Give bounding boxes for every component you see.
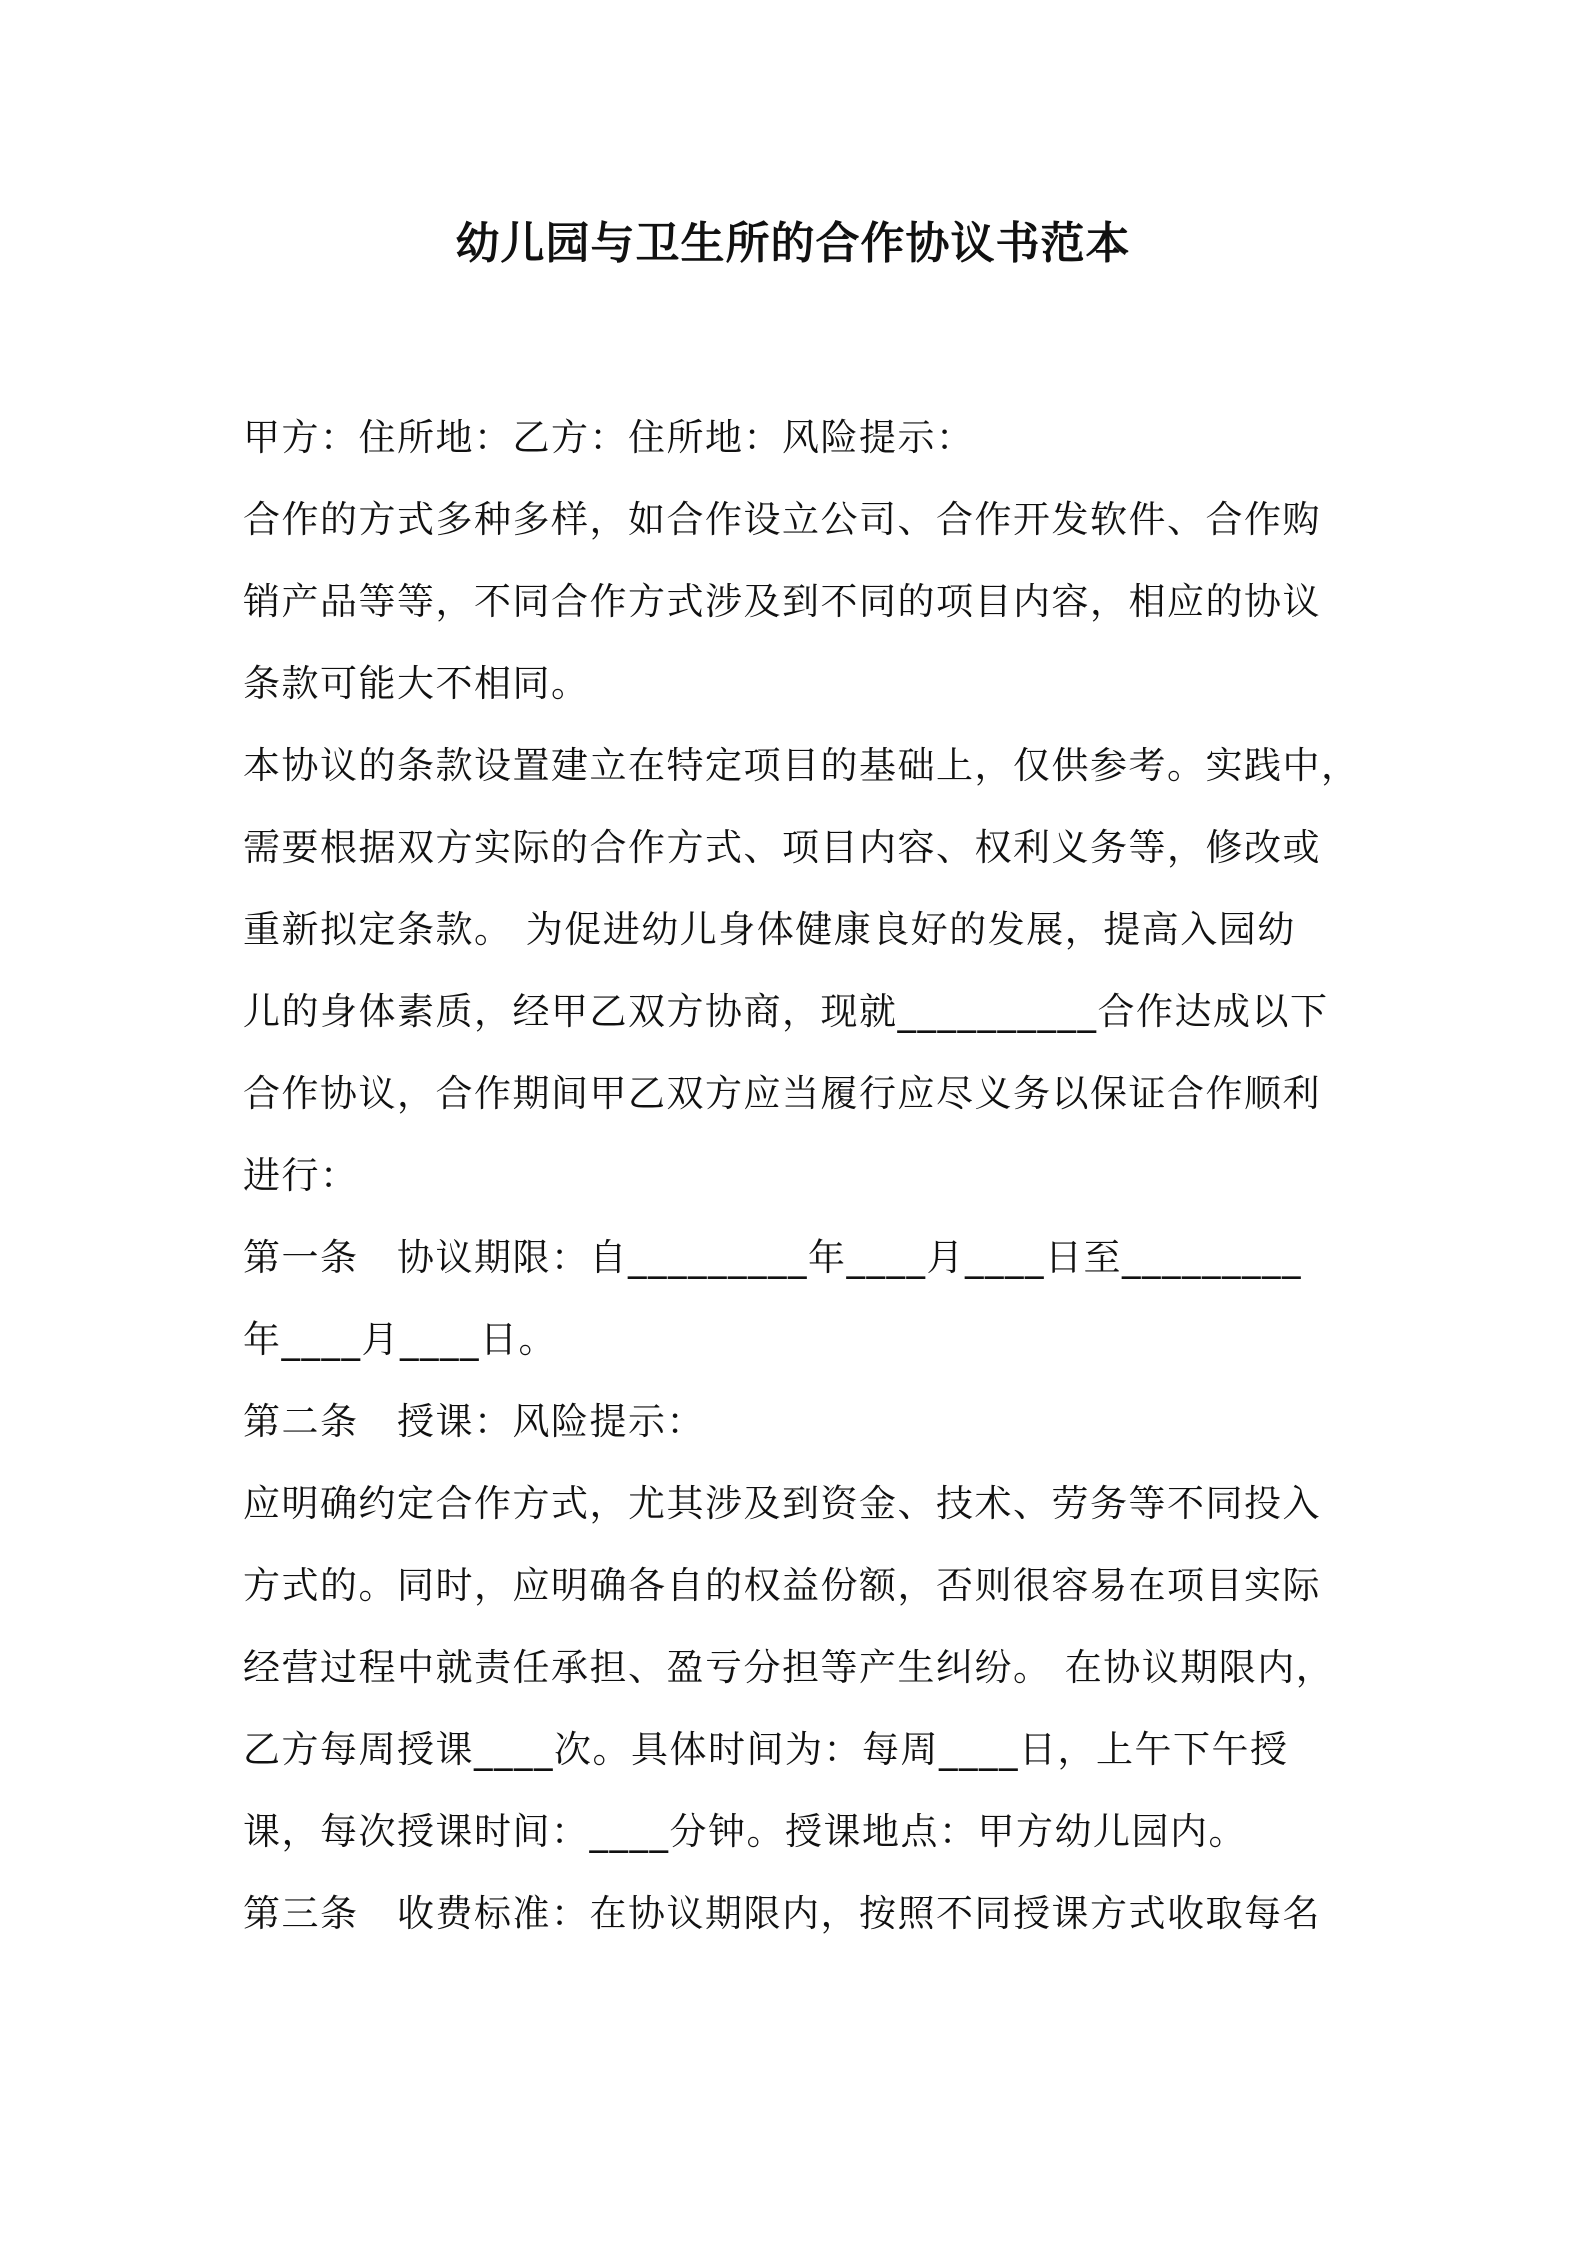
text-line: 条款可能大不相同。 — [243, 662, 590, 705]
text-line: 乙方每周授课____次。具体时间为：每周____日，上午下午授 — [243, 1728, 1289, 1771]
text-line: 进行： — [243, 1154, 359, 1197]
text-line: 经营过程中就责任承担、盈亏分担等产生纠纷。 在协议期限内， — [243, 1646, 1335, 1689]
text-line: 第一条 协议期限：自_________年____月____日至_________ — [243, 1236, 1302, 1279]
text-line: 第二条 授课：风险提示： — [243, 1400, 705, 1443]
text-line: 年____月____日。 — [243, 1318, 557, 1361]
document-title: 幼儿园与卫生所的合作协议书范本 — [455, 218, 1131, 269]
text-line: 儿的身体素质，经甲乙双方协商，现就__________合作达成以下 — [243, 990, 1329, 1033]
text-line: 方式的。同时，应明确各自的权益份额，否则很容易在项目实际 — [243, 1564, 1321, 1607]
text-line: 本协议的条款设置建立在特定项目的基础上，仅供参考。实践中， — [243, 744, 1360, 787]
text-line: 甲方：住所地：乙方：住所地：风险提示： — [243, 416, 975, 459]
text-line: 销产品等等，不同合作方式涉及到不同的项目内容，相应的协议 — [243, 580, 1321, 623]
text-line: 需要根据双方实际的合作方式、项目内容、权利义务等，修改或 — [243, 826, 1321, 869]
text-line: 第三条 收费标准：在协议期限内，按照不同授课方式收取每名 — [243, 1892, 1321, 1935]
text-line: 合作的方式多种多样，如合作设立公司、合作开发软件、合作购 — [243, 498, 1321, 541]
text-line: 课，每次授课时间：____分钟。授课地点：甲方幼儿园内。 — [243, 1810, 1247, 1853]
text-line: 合作协议，合作期间甲乙双方应当履行应尽义务以保证合作顺利 — [243, 1072, 1321, 1115]
text-line: 重新拟定条款。 为促进幼儿身体健康良好的发展，提高入园幼 — [243, 908, 1296, 951]
text-line: 应明确约定合作方式，尤其涉及到资金、技术、劳务等不同投入 — [243, 1482, 1321, 1525]
